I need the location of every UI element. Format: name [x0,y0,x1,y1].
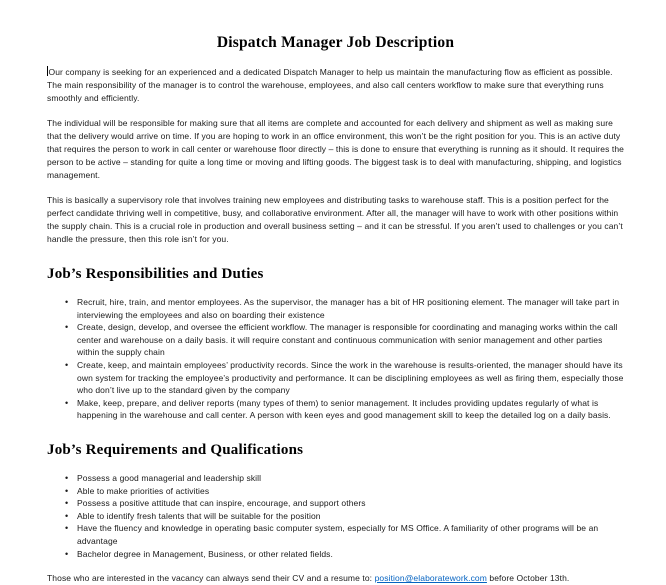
list-item: • Recruit, hire, train, and mentor employees. As the supervisor, the manager has a bit of HR positioning element. The manager will take part in interviewing the employees and also on boarding their existence [65,296,624,321]
list-item: • Bachelor degree in Management, Business, or other related fields. [65,548,624,561]
list-item: • Possess a positive attitude that can inspire, encourage, and support others [65,497,624,510]
intro-paragraph-1 [47,66,624,105]
list-item: • Able to identify fresh talents that will be suitable for the position [65,510,624,523]
intro-paragraph-1-text: Our company is seeking for an experienced and a dedicated Dispatch Manager to help us maintain the manufacturing flow as efficient as possible. The main responsibility of the manager is to control the warehouse, employees, and also call centers workflow to make sure that everything runs smoothly and efficiently. [47,67,613,103]
intro-paragraph-2: The individual will be responsible for making sure that all items are complete and accounted for each delivery and shipment as well as making sure that the delivery would arrive on time. If you are hoping to work in an office environment, this won’t be the right position for you. This is an active duty that requires the person to work in call center or warehouse floor directly – this is done to ensure that everything is running as it should. It requires the person to be active – standing for quite a long time or moving and lifting goods. The biggest task is to deal with manufacturing, shipping, and logistics management. [47,118,624,180]
intro-paragraph-3: This is basically a supervisory role that involves training new employees and distributing tasks to warehouse staff. This is a position perfect for the perfect candidate thriving well in competitive, busy, and collaborative environment. After all, the manager will have to work with other positions within the supply chain. This is a crucial role in production and overall business setting – and it can be stressful. If you aren’t used to challenges or you can’t handle the pressure, then this role isn’t for you. [47,195,623,244]
list-item: • Create, keep, and maintain employees’ productivity records. Since the work in the warehouse is results-oriented, the manager should have its own system for tracking the employee’s productivity and performance. It can be disciplining employees as well as firing them, especially those who don’t live up to the standard given by the company [65,359,624,397]
list-item: • Able to make priorities of activities [65,485,624,498]
list-item: • Possess a good managerial and leadership skill [65,472,624,485]
list-item: • Make, keep, prepare, and deliver reports (many types of them) to senior management. It includes providing updates regularly of what is happening in the warehouse and call center. A person with keen eyes and good management skill to keep the detailed log on a daily basis. [65,397,624,422]
list-item: • Create, design, develop, and oversee the efficient workflow. The manager is responsible for coordinating and managing works within the call center and warehouse on a daily basis. it will require constant and continuous communication with senior management and other parties within the supply chain [65,321,624,359]
closing-text-after: before October 13th. [486,573,570,584]
email-link[interactable]: position@elaboratework.com [374,573,487,584]
section-heading-requirements: Job’s Requirements and Qualifications [47,441,304,458]
section-heading-responsibilities: Job’s Responsibilities and Duties [47,266,264,282]
closing-paragraph [47,572,624,585]
document-title: Dispatch Manager Job Description [216,34,455,51]
list-item: • Have the fluency and knowledge in operating basic computer system, especially for MS Office. A familiarity of other programs will be an advantage [65,522,624,547]
responsibilities-list [47,296,624,422]
closing-text-before: Those who are interested in the vacancy can always send their CV and a resume to: [47,573,375,584]
requirements-list [47,472,624,560]
